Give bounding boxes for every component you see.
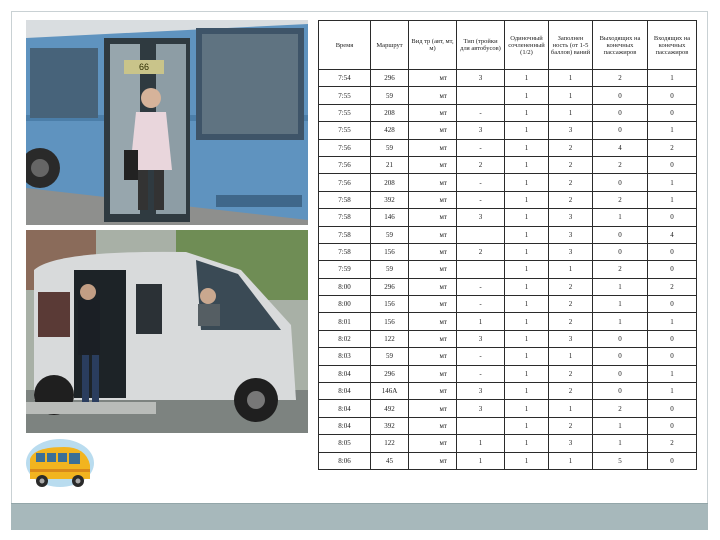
cell-occupancy: 2 — [549, 191, 593, 208]
table-row — [319, 174, 697, 191]
header-boarding: Входящих на конечных пассажиров — [648, 21, 697, 70]
cell-route: 122 — [371, 330, 409, 347]
cell-occupancy: 2 — [549, 313, 593, 330]
cell-route: 59 — [371, 226, 409, 243]
cell-alighting: 0 — [593, 122, 648, 139]
cell-boarding: 1 — [648, 313, 697, 330]
cell-route: 428 — [371, 122, 409, 139]
cell-route: 296 — [371, 70, 409, 87]
cell-alighting: 2 — [593, 261, 648, 278]
cell-alighting: 1 — [593, 313, 648, 330]
cell-type: 1 — [457, 452, 505, 469]
cell-occupancy: 2 — [549, 365, 593, 382]
cell-time: 8:06 — [319, 452, 371, 469]
cell-single-articulated: 1 — [505, 191, 549, 208]
table-row — [319, 209, 697, 226]
cell-transport-kind: мт — [409, 435, 457, 452]
table-row — [319, 261, 697, 278]
cell-transport-kind: мт — [409, 209, 457, 226]
cell-transport-kind: мт — [409, 104, 457, 121]
cell-time: 8:04 — [319, 383, 371, 400]
cell-occupancy: 3 — [549, 435, 593, 452]
header-time: Время — [319, 21, 371, 70]
cell-alighting: 0 — [593, 348, 648, 365]
cell-boarding: 0 — [648, 104, 697, 121]
cell-single-articulated: 1 — [505, 226, 549, 243]
cell-single-articulated: 1 — [505, 365, 549, 382]
cell-occupancy: 3 — [549, 209, 593, 226]
header-single-articulated: Одиночный сочлененный (1/2) — [505, 21, 549, 70]
cell-route: 296 — [371, 278, 409, 295]
table-row — [319, 400, 697, 417]
cell-occupancy: 2 — [549, 174, 593, 191]
cell-transport-kind: мт — [409, 417, 457, 434]
cell-boarding: 1 — [648, 174, 697, 191]
cell-time: 7:58 — [319, 226, 371, 243]
cell-boarding: 0 — [648, 156, 697, 173]
cell-time: 7:58 — [319, 191, 371, 208]
table-body — [319, 70, 697, 470]
cell-route: 146 — [371, 209, 409, 226]
cell-type: - — [457, 104, 505, 121]
cell-alighting: 0 — [593, 87, 648, 104]
cell-occupancy: 2 — [549, 156, 593, 173]
bus-clipart-icon — [24, 437, 96, 495]
cell-type: 2 — [457, 156, 505, 173]
cell-single-articulated: 1 — [505, 139, 549, 156]
cell-transport-kind: мт — [409, 122, 457, 139]
cell-type: 3 — [457, 383, 505, 400]
cell-single-articulated: 1 — [505, 261, 549, 278]
cell-route: 156 — [371, 243, 409, 260]
cell-type — [457, 226, 505, 243]
cell-transport-kind: мт — [409, 296, 457, 313]
cell-transport-kind: мт — [409, 400, 457, 417]
cell-route: 146А — [371, 383, 409, 400]
cell-route: 392 — [371, 191, 409, 208]
cell-alighting: 2 — [593, 400, 648, 417]
table-row — [319, 365, 697, 382]
table-row — [319, 435, 697, 452]
cell-occupancy: 3 — [549, 330, 593, 347]
table-row — [319, 330, 697, 347]
header-transport-kind: Вид тр (авт, мт, м) — [409, 21, 457, 70]
table-row — [319, 296, 697, 313]
cell-boarding: 0 — [648, 87, 697, 104]
table-row — [319, 226, 697, 243]
cell-alighting: 5 — [593, 452, 648, 469]
cell-time: 7:58 — [319, 243, 371, 260]
cell-boarding: 0 — [648, 296, 697, 313]
cell-type: - — [457, 365, 505, 382]
cell-occupancy: 1 — [549, 70, 593, 87]
cell-time: 7:56 — [319, 174, 371, 191]
cell-occupancy: 2 — [549, 417, 593, 434]
cell-alighting: 0 — [593, 383, 648, 400]
cell-route: 122 — [371, 435, 409, 452]
table-row — [319, 243, 697, 260]
cell-alighting: 0 — [593, 243, 648, 260]
cell-single-articulated: 1 — [505, 156, 549, 173]
cell-transport-kind: мт — [409, 261, 457, 278]
header-occupancy: Заполнен ность (от 1-5 баллов) ваний — [549, 21, 593, 70]
cell-occupancy: 1 — [549, 87, 593, 104]
cell-occupancy: 2 — [549, 278, 593, 295]
cell-boarding: 0 — [648, 348, 697, 365]
table-row — [319, 104, 697, 121]
cell-alighting: 0 — [593, 174, 648, 191]
cell-single-articulated: 1 — [505, 174, 549, 191]
cell-transport-kind: мт — [409, 70, 457, 87]
cell-time: 8:04 — [319, 365, 371, 382]
table-row — [319, 417, 697, 434]
cell-boarding: 1 — [648, 70, 697, 87]
cell-time: 7:54 — [319, 70, 371, 87]
cell-boarding: 0 — [648, 417, 697, 434]
table-header-row — [319, 21, 697, 70]
cell-type: 3 — [457, 400, 505, 417]
cell-time: 7:55 — [319, 122, 371, 139]
cell-occupancy: 1 — [549, 104, 593, 121]
cell-route: 59 — [371, 348, 409, 365]
header-type: Тип (тройки для автобусов) — [457, 21, 505, 70]
cell-occupancy: 2 — [549, 296, 593, 313]
table-row — [319, 156, 697, 173]
cell-alighting: 4 — [593, 139, 648, 156]
cell-transport-kind: мт — [409, 156, 457, 173]
cell-transport-kind: мт — [409, 139, 457, 156]
cell-alighting: 1 — [593, 435, 648, 452]
cell-transport-kind: мт — [409, 348, 457, 365]
cell-type: - — [457, 348, 505, 365]
cell-single-articulated: 1 — [505, 104, 549, 121]
cell-boarding: 1 — [648, 122, 697, 139]
cell-single-articulated: 1 — [505, 87, 549, 104]
cell-single-articulated: 1 — [505, 296, 549, 313]
minibus-photo — [26, 230, 308, 433]
cell-type: 3 — [457, 209, 505, 226]
cell-route: 156 — [371, 313, 409, 330]
cell-route: 59 — [371, 261, 409, 278]
cell-alighting: 2 — [593, 191, 648, 208]
cell-time: 7:58 — [319, 209, 371, 226]
bus-route-sign: 66 — [138, 62, 150, 72]
cell-transport-kind: мт — [409, 243, 457, 260]
cell-time: 8:03 — [319, 348, 371, 365]
cell-time: 8:01 — [319, 313, 371, 330]
table-row — [319, 139, 697, 156]
cell-type: - — [457, 174, 505, 191]
cell-boarding: 0 — [648, 261, 697, 278]
cell-alighting: 2 — [593, 70, 648, 87]
cell-time: 7:59 — [319, 261, 371, 278]
cell-type: 2 — [457, 243, 505, 260]
cell-time: 8:05 — [319, 435, 371, 452]
cell-time: 7:56 — [319, 139, 371, 156]
cell-single-articulated: 1 — [505, 122, 549, 139]
cell-type: - — [457, 296, 505, 313]
cell-time: 8:04 — [319, 400, 371, 417]
cell-type — [457, 261, 505, 278]
cell-occupancy: 1 — [549, 348, 593, 365]
cell-occupancy: 3 — [549, 226, 593, 243]
cell-boarding: 2 — [648, 139, 697, 156]
cell-type — [457, 87, 505, 104]
traffic-survey-table — [318, 20, 697, 470]
cell-route: 296 — [371, 365, 409, 382]
cell-single-articulated: 1 — [505, 330, 549, 347]
table-row — [319, 348, 697, 365]
cell-time: 8:02 — [319, 330, 371, 347]
cell-type: - — [457, 191, 505, 208]
cell-boarding: 1 — [648, 365, 697, 382]
cell-single-articulated: 1 — [505, 452, 549, 469]
cell-alighting: 1 — [593, 417, 648, 434]
cell-transport-kind: мт — [409, 87, 457, 104]
header-alighting: Выходящих на конечных пассажиров — [593, 21, 648, 70]
cell-single-articulated: 1 — [505, 400, 549, 417]
cell-boarding: 0 — [648, 209, 697, 226]
cell-transport-kind: мт — [409, 365, 457, 382]
cell-route: 208 — [371, 104, 409, 121]
cell-transport-kind: мт — [409, 191, 457, 208]
cell-route: 21 — [371, 156, 409, 173]
cell-boarding: 4 — [648, 226, 697, 243]
cell-alighting: 1 — [593, 296, 648, 313]
cell-single-articulated: 1 — [505, 348, 549, 365]
cell-boarding: 2 — [648, 278, 697, 295]
table-row — [319, 122, 697, 139]
cell-type: 1 — [457, 435, 505, 452]
table-row — [319, 383, 697, 400]
table-row — [319, 313, 697, 330]
cell-time: 8:00 — [319, 296, 371, 313]
cell-route: 45 — [371, 452, 409, 469]
cell-transport-kind: мт — [409, 383, 457, 400]
cell-boarding: 2 — [648, 435, 697, 452]
cell-transport-kind: мт — [409, 330, 457, 347]
cell-type: - — [457, 278, 505, 295]
cell-time: 7:56 — [319, 156, 371, 173]
cell-single-articulated: 1 — [505, 243, 549, 260]
cell-type: 3 — [457, 330, 505, 347]
cell-time: 7:55 — [319, 104, 371, 121]
cell-route: 59 — [371, 139, 409, 156]
cell-alighting: 1 — [593, 278, 648, 295]
cell-type: - — [457, 139, 505, 156]
cell-route: 59 — [371, 87, 409, 104]
footer-bar — [11, 503, 708, 530]
table-row — [319, 87, 697, 104]
cell-single-articulated: 1 — [505, 417, 549, 434]
cell-transport-kind: мт — [409, 278, 457, 295]
cell-occupancy: 2 — [549, 139, 593, 156]
cell-time: 7:55 — [319, 87, 371, 104]
cell-transport-kind: мт — [409, 313, 457, 330]
cell-route: 392 — [371, 417, 409, 434]
cell-occupancy: 3 — [549, 243, 593, 260]
cell-route: 156 — [371, 296, 409, 313]
cell-single-articulated: 1 — [505, 313, 549, 330]
cell-transport-kind: мт — [409, 226, 457, 243]
cell-type: 1 — [457, 313, 505, 330]
cell-type: 3 — [457, 70, 505, 87]
table-row — [319, 70, 697, 87]
cell-single-articulated: 1 — [505, 435, 549, 452]
cell-single-articulated: 1 — [505, 383, 549, 400]
cell-boarding: 1 — [648, 191, 697, 208]
header-route: Маршрут — [371, 21, 409, 70]
cell-boarding: 0 — [648, 400, 697, 417]
cell-occupancy: 3 — [549, 122, 593, 139]
cell-alighting: 0 — [593, 104, 648, 121]
cell-single-articulated: 1 — [505, 70, 549, 87]
cell-time: 8:04 — [319, 417, 371, 434]
cell-route: 492 — [371, 400, 409, 417]
cell-boarding: 1 — [648, 383, 697, 400]
cell-type: 3 — [457, 122, 505, 139]
table-row — [319, 452, 697, 469]
bus-photo — [26, 20, 308, 225]
cell-single-articulated: 1 — [505, 209, 549, 226]
cell-boarding: 0 — [648, 243, 697, 260]
cell-boarding: 0 — [648, 330, 697, 347]
cell-route: 208 — [371, 174, 409, 191]
cell-alighting: 1 — [593, 209, 648, 226]
cell-transport-kind: мт — [409, 452, 457, 469]
cell-alighting: 0 — [593, 365, 648, 382]
cell-time: 8:00 — [319, 278, 371, 295]
cell-alighting: 0 — [593, 226, 648, 243]
table-row — [319, 278, 697, 295]
cell-occupancy: 1 — [549, 400, 593, 417]
cell-transport-kind: мт — [409, 174, 457, 191]
cell-boarding: 0 — [648, 452, 697, 469]
cell-alighting: 0 — [593, 330, 648, 347]
cell-occupancy: 1 — [549, 452, 593, 469]
cell-alighting: 2 — [593, 156, 648, 173]
cell-single-articulated: 1 — [505, 278, 549, 295]
cell-occupancy: 2 — [549, 383, 593, 400]
table-row — [319, 191, 697, 208]
cell-occupancy: 1 — [549, 261, 593, 278]
cell-type — [457, 417, 505, 434]
